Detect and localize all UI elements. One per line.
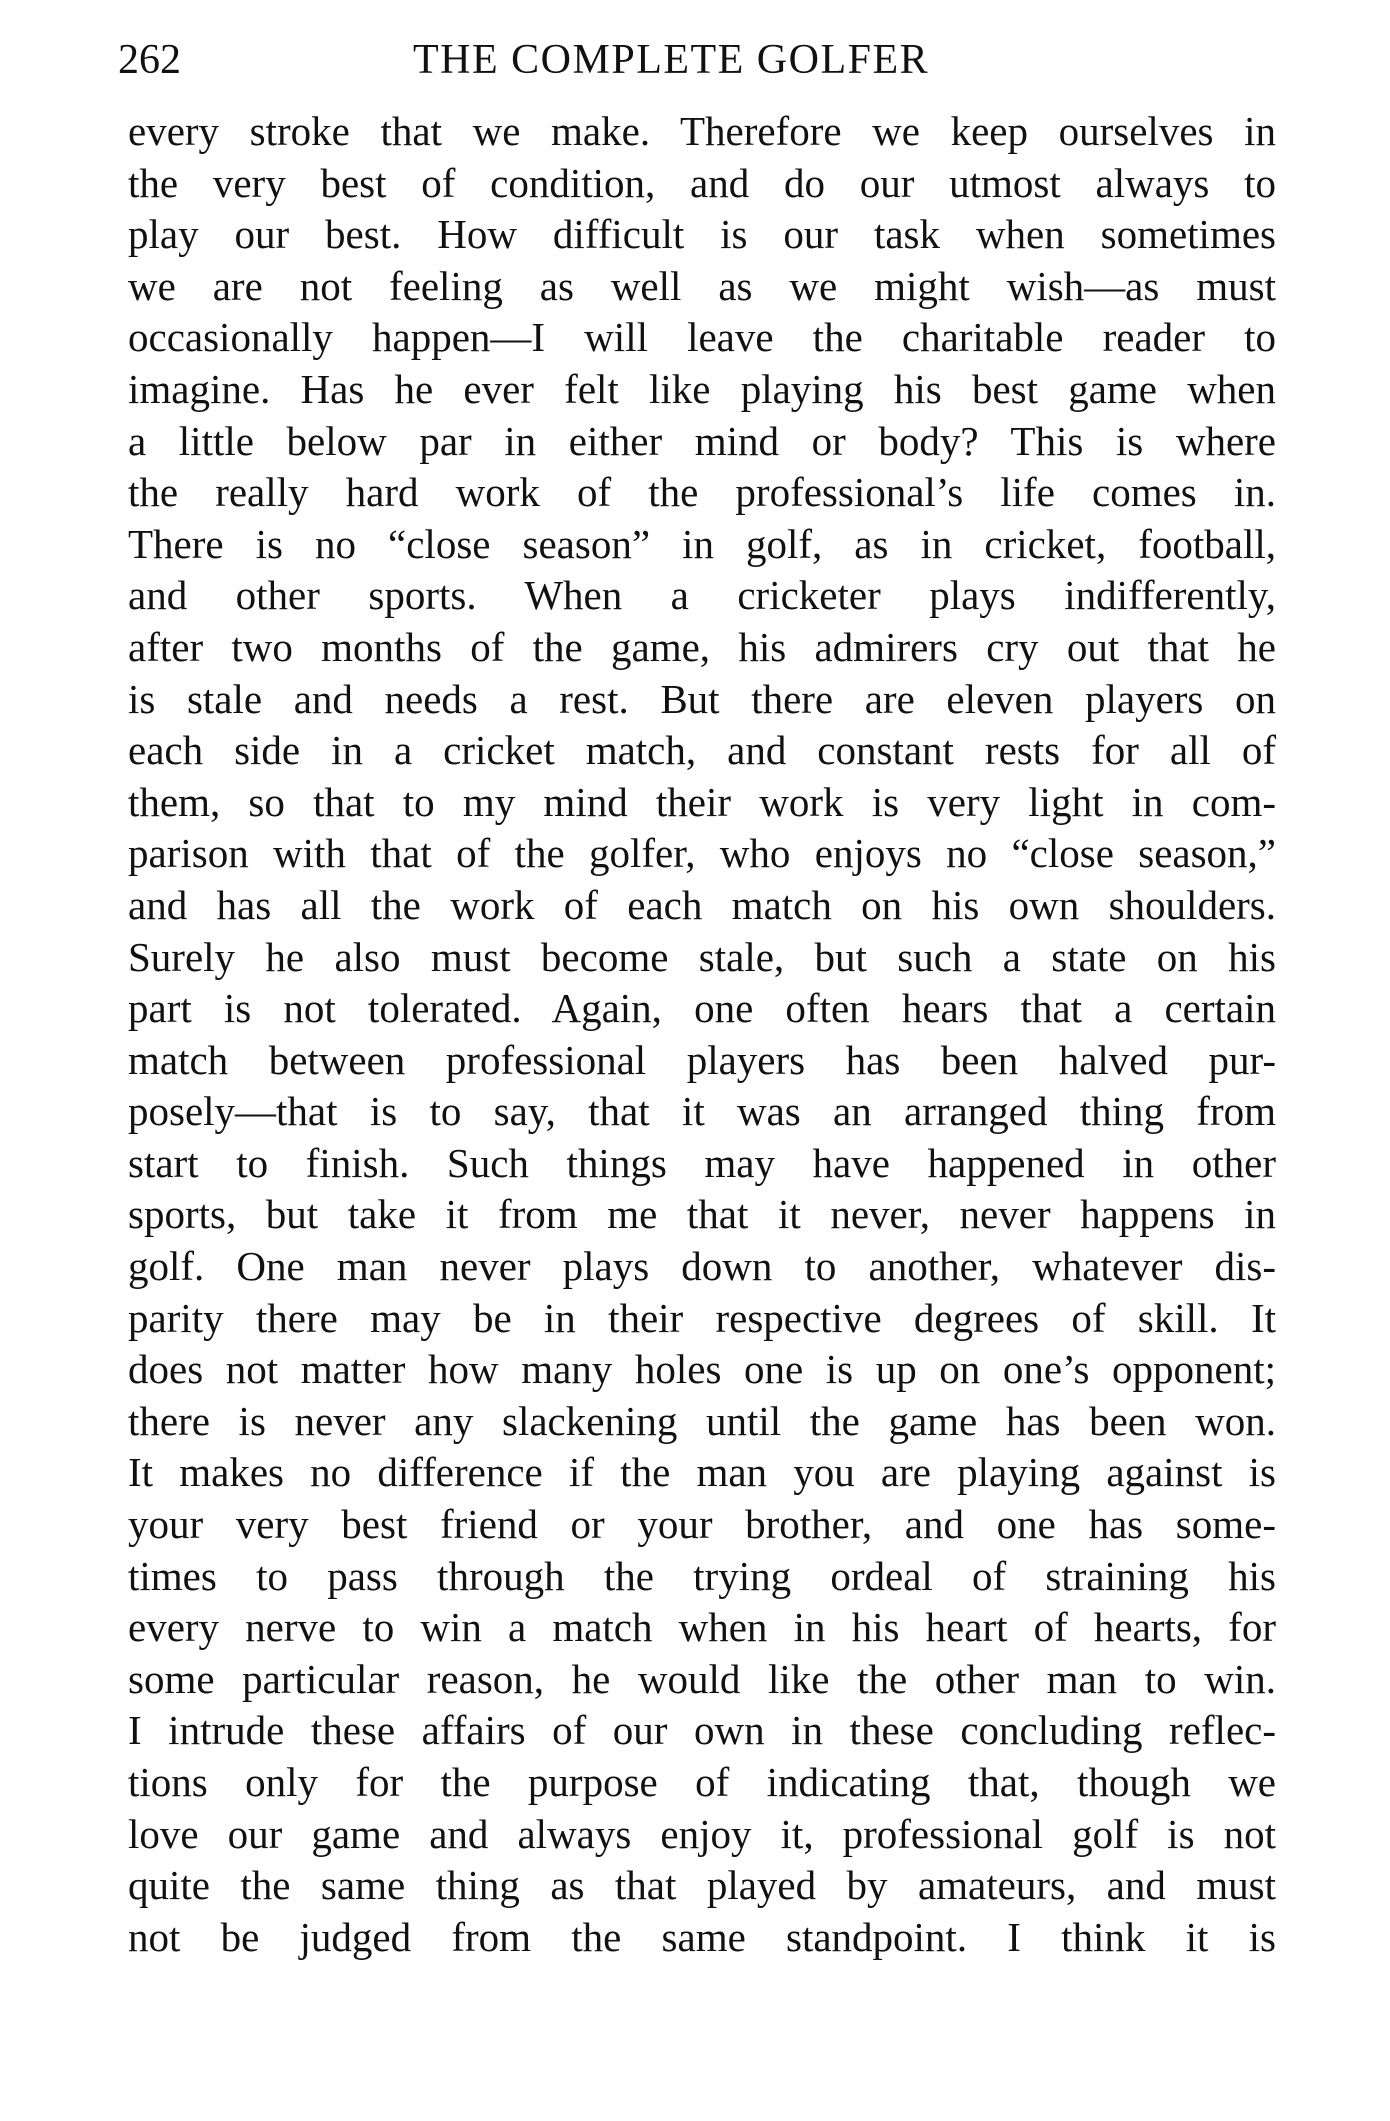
text-line: every stroke that we make. Therefore we keep ourselves in xyxy=(128,108,1276,154)
text-line: There is no “close season” in golf, as in cricket, football, xyxy=(128,520,1276,567)
text-line: part is not tolerated. Again, one often hears that a certain xyxy=(128,985,1276,1032)
text-line: there is never any slackening until the game has been won. xyxy=(128,1397,1276,1444)
text-line: and other sports. When a cricketer plays indifferently, xyxy=(128,572,1276,619)
text-line: match between professional players has been halved pur- xyxy=(128,1036,1276,1083)
text-line: love our game and always enjoy it, professional golf is not xyxy=(128,1810,1276,1857)
page-header xyxy=(118,30,1278,90)
text-line: occasionally happen—I will leave the charitable reader to xyxy=(128,314,1276,361)
text-line: parity there may be in their respective degrees of skill. It xyxy=(128,1294,1276,1341)
text-line: posely—that is to say, that it was an arranged thing from xyxy=(128,1088,1276,1135)
text-line: sports, but take it from me that it never, never happens in xyxy=(128,1191,1276,1238)
text-line: the very best of condition, and do our utmost always to xyxy=(128,159,1276,206)
page-number: 262 xyxy=(118,37,181,83)
text-line: we are not feeling as well as we might wish—as must xyxy=(128,262,1276,309)
body-text xyxy=(128,106,1276,1963)
text-line: play our best. How difficult is our task when sometimes xyxy=(128,211,1276,258)
text-line: them, so that to my mind their work is very light in com- xyxy=(128,778,1276,825)
text-line: golf. One man never plays down to another, whatever dis- xyxy=(128,1243,1276,1290)
text-line: tions only for the purpose of indicating that, though we xyxy=(128,1759,1276,1805)
text-line: some particular reason, he would like the other man to win. xyxy=(128,1655,1276,1702)
text-line: parison with that of the golfer, who enjoys no “close season,” xyxy=(128,830,1276,877)
text-line: Surely he also must become stale, but such a state on his xyxy=(128,933,1276,980)
text-line: times to pass through the trying ordeal of straining his xyxy=(128,1552,1276,1599)
text-line: the really hard work of the professional’s life comes in. xyxy=(128,469,1276,516)
text-line: and has all the work of each match on his own shoulders. xyxy=(128,881,1276,928)
text-line: imagine. Has he ever felt like playing his best game when xyxy=(128,365,1276,412)
text-line: a little below par in either mind or body? This is where xyxy=(128,417,1276,464)
text-line: each side in a cricket match, and constant rests for all of xyxy=(128,727,1276,774)
text-line: start to finish. Such things may have happened in other xyxy=(128,1139,1276,1186)
text-line: is stale and needs a rest. But there are eleven players on xyxy=(128,675,1276,722)
text-line: It makes no difference if the man you are playing against is xyxy=(128,1449,1276,1496)
text-line: not be judged from the same standpoint. I think it is xyxy=(128,1913,1276,1960)
text-line: quite the same thing as that played by amateurs, and must xyxy=(128,1862,1276,1909)
text-line: your very best friend or your brother, and one has some- xyxy=(128,1501,1276,1548)
text-line: I intrude these affairs of our own in these concluding reflec- xyxy=(128,1707,1276,1754)
text-line: does not matter how many holes one is up on one’s opponent; xyxy=(128,1346,1276,1393)
running-title: THE COMPLETE GOLFER xyxy=(413,37,930,83)
text-line: after two months of the game, his admirers cry out that he xyxy=(128,623,1276,670)
text-line: every nerve to win a match when in his heart of hearts, for xyxy=(128,1604,1276,1651)
